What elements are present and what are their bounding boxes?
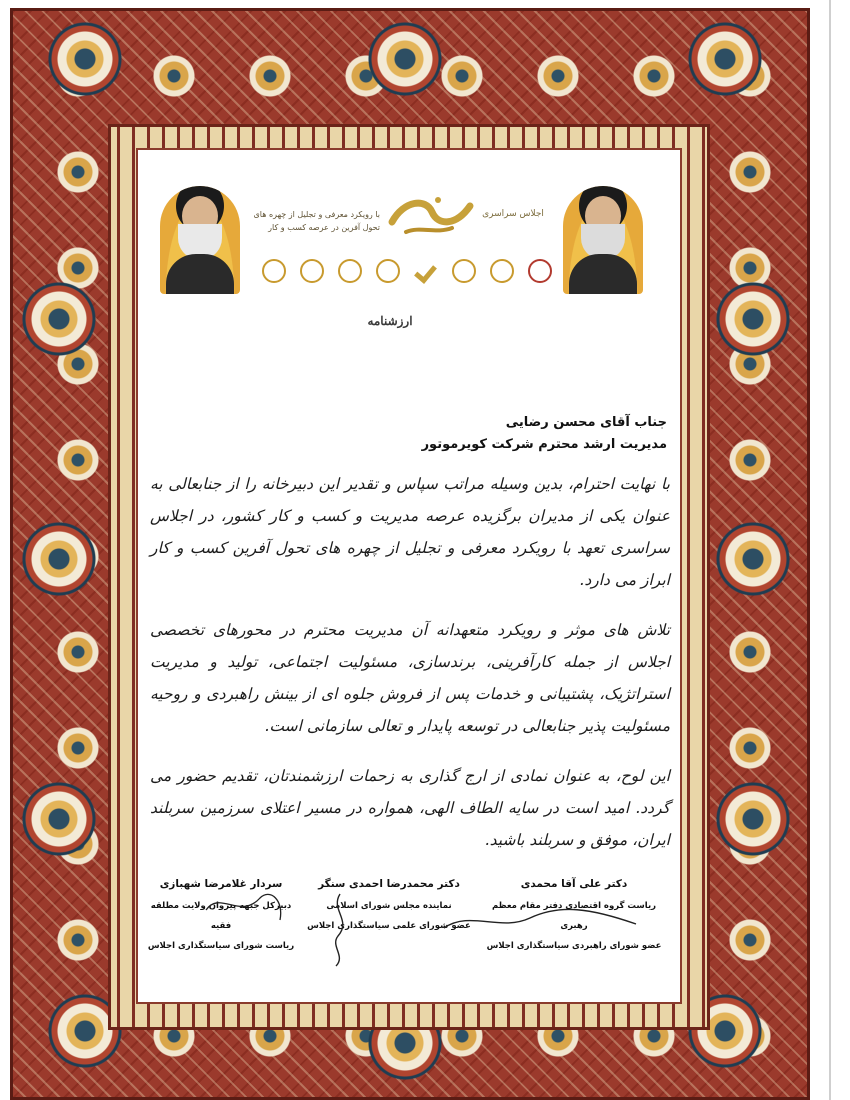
event-tagline	[240, 208, 380, 234]
certificate-text	[150, 468, 670, 874]
page-margin	[812, 0, 850, 1100]
scan-edge-line	[829, 0, 831, 1100]
portrait-robe	[166, 254, 234, 294]
sponsor-emblem-icon	[452, 259, 476, 283]
signatory-name: دکتر علی آقا محمدی	[520, 878, 628, 890]
recipient-block	[300, 412, 667, 456]
body-paragraph: تلاش های موثر و رویکرد متعهدانه آن مدیریت محترم در محورهای تخصصی اجلاس از جمله کارآفرینی، برندسازی، مسئولیت اجتماعی، تولید و مدیریت استراتژیک، پشتیبانی و خدمات پس از فروش جلوه ای از بینش راهبردی و روحیه مسئولیت پذیر جنابعالی در توسعه پایدار و تعالی سازمانی است.	[150, 621, 670, 735]
sponsor-emblem-icon	[490, 259, 514, 283]
portrait-left	[160, 186, 240, 294]
frame-rosette	[20, 520, 98, 598]
document-title: ارزشنامه	[367, 314, 413, 328]
signatory-role: نماینده مجلس شورای اسلامی	[326, 901, 452, 911]
handwritten-signature	[200, 880, 290, 950]
frame-rosette	[366, 20, 444, 98]
portrait-right	[563, 186, 643, 294]
sponsor-emblem-icon	[338, 259, 362, 283]
frame-rosette	[714, 780, 792, 858]
signatory-role: عضو شورای راهبردی سیاستگذاری اجلاس	[486, 941, 662, 951]
body-paragraph: با نهایت احترام، بدین وسیله مراتب سپاس و تقدیر این دبیرخانه را از جنابعالی به عنوان یکی از مدیران برگزیده عرصه مدیریت و کسب و کار کشور، در اجلاس سراسری تعهد با رویکرد معرفی و تجلیل از چهره های تحول آفرین کسب و کار ابراز می دارد.	[150, 475, 670, 589]
recipient-name: جناب آقای محسن رضایی	[505, 415, 667, 430]
signatory-role: عضو شورای علمی سیاستگذاری اجلاس	[307, 921, 471, 931]
event-logo-icon	[386, 192, 476, 238]
frame-rosette	[714, 280, 792, 358]
sponsor-emblem-icon	[300, 259, 324, 283]
signatory-role: ریاست گروه اقتصادی دفتر مقام معظم رهبری	[491, 901, 657, 931]
event-label: اجلاس سراسری	[482, 209, 544, 219]
sponsor-emblem-icon	[376, 259, 400, 283]
sponsor-logos	[262, 254, 552, 288]
signatory-name: سردار غلامرضا شهبازی	[159, 878, 283, 890]
frame-rosette	[714, 520, 792, 598]
signatory-role: دبیرکل جبهه پیروان ولایت مطلقه فقیه	[150, 901, 292, 931]
handwritten-signature	[440, 906, 640, 936]
recipient-position: مدیریت ارشد محترم شرکت کویرموتور	[421, 437, 667, 452]
tagline-line: با رویکرد معرفی و تجلیل از چهره های	[253, 210, 380, 219]
frame-rosette	[686, 20, 764, 98]
body-paragraph: این لوح، به عنوان نمادی از ارج گذاری به زحمات ارزشمندتان، تقدیم حضور می گردد. امید است در سایه الطاف الهی، همواره در مسیر اعتلای سرزمین سربلند ایران، موفق و سربلند باشید.	[150, 767, 670, 849]
frame-rosette	[46, 20, 124, 98]
frame-rosette	[20, 780, 98, 858]
portrait-robe	[569, 254, 637, 294]
frame-rosette	[20, 280, 98, 358]
signatory-role: ریاست شورای سیاستگذاری اجلاس	[147, 941, 295, 951]
signatory-name: دکتر محمدرضا احمدی سنگر	[318, 878, 460, 890]
handwritten-signature	[300, 890, 380, 970]
sponsor-emblem-icon	[262, 259, 286, 283]
tagline-line: تحول آفرین در عرصه کسب و کار	[268, 223, 380, 232]
checkmark-logo-icon	[414, 259, 438, 283]
iran-emblem-icon	[528, 259, 552, 283]
